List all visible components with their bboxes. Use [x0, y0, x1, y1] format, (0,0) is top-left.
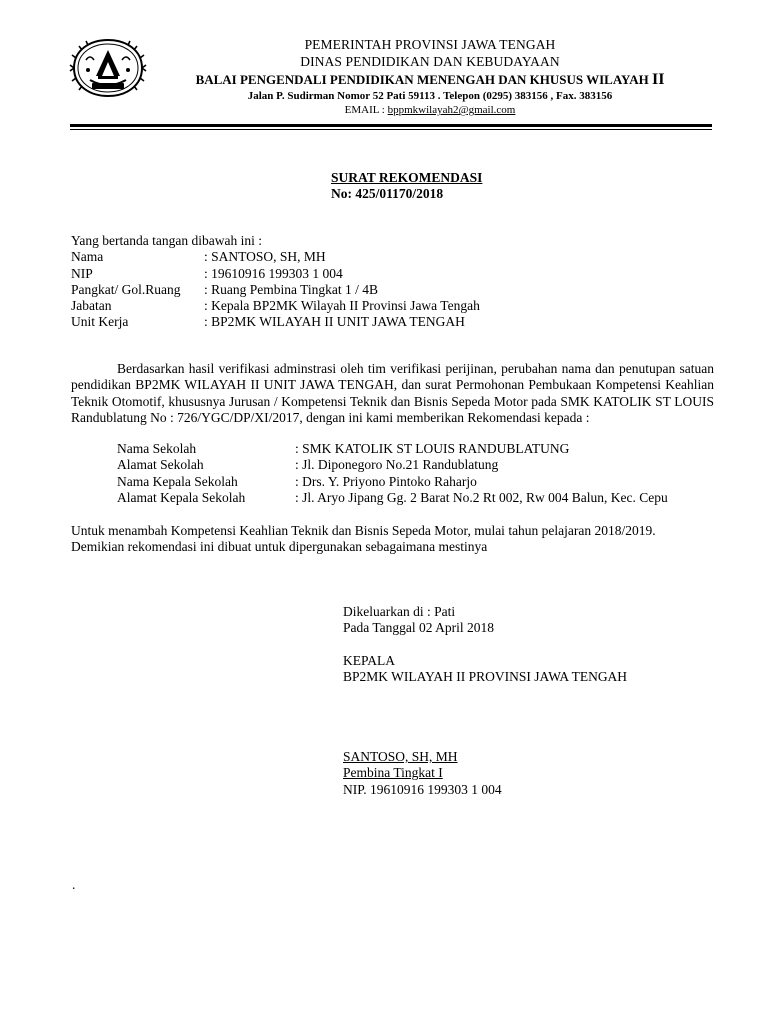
letterhead-address: Jalan P. Sudirman Nomor 52 Pati 59113 . Telepon (0295) 383156 , Fax. 383156 — [247, 90, 613, 102]
signer-name: SANTOSO, SH, MH — [343, 749, 458, 765]
identity-value: : 19610916 199303 1 004 — [204, 265, 343, 281]
issued-place: Dikeluarkan di : Pati — [343, 604, 456, 619]
identity-key: Nama — [71, 249, 104, 265]
identity-value: : Kepala BP2MK Wilayah II Provinsi Jawa Tengah — [204, 298, 480, 314]
school-value: : Drs. Y. Priyono Pintoko Raharjo — [295, 473, 477, 489]
letterhead — [150, 36, 710, 117]
letterhead-office — [150, 70, 710, 89]
letter-title — [331, 170, 482, 202]
letter-number: No: 425/01170/2018 — [331, 186, 444, 201]
trailing-mark: . — [72, 877, 76, 892]
school-value: : Jl. Diponegoro No.21 Randublatung — [295, 457, 499, 473]
signature-space — [343, 685, 627, 749]
jawa-tengah-emblem-icon — [68, 36, 148, 100]
school-key: Nama Sekolah — [117, 441, 197, 456]
school-value: : Jl. Aryo Jipang Gg. 2 Barat No.2 Rt 002, Rw 004 Balun, Kec. Cepu — [295, 489, 668, 505]
identity-value: : BP2MK WILAYAH II UNIT JAWA TENGAH — [204, 314, 465, 330]
signer-rank: Pembina Tingkat I — [343, 765, 443, 781]
signer-office: BP2MK WILAYAH II PROVINSI JAWA TENGAH — [343, 668, 628, 684]
intro-text: Yang bertanda tangan dibawah ini : — [71, 233, 262, 248]
letterhead-rule-thin — [70, 129, 712, 130]
signer-nip: NIP. 19610916 199303 1 004 — [343, 781, 502, 797]
email-link[interactable]: bppmkwilayah2@gmail.com — [387, 104, 516, 116]
letterhead-office-region: II — [651, 71, 665, 88]
letterhead-email-line — [150, 103, 710, 117]
school-key: Alamat Kepala Sekolah — [117, 489, 246, 505]
letterhead-rule-thick — [70, 124, 712, 127]
letter-heading: SURAT REKOMENDASI — [331, 170, 483, 185]
signer-position: KEPALA — [343, 652, 396, 668]
letterhead-government: PEMERINTAH PROVINSI JAWA TENGAH — [304, 37, 556, 52]
school-value: : SMK KATOLIK ST LOUIS RANDUBLATUNG — [295, 441, 570, 456]
identity-key: Unit Kerja — [71, 314, 129, 330]
identity-value: : Ruang Pembina Tingkat 1 / 4B — [204, 281, 379, 297]
identity-value: : SANTOSO, SH, MH — [204, 249, 326, 265]
identity-key: Pangkat/ Gol.Ruang — [71, 281, 181, 297]
closing-statement: Demikian rekomendasi ini dibuat untuk dipergunakan sebagaimana mestinya — [71, 539, 488, 555]
letterhead-department: DINAS PENDIDIKAN DAN KEBUDAYAAN — [300, 54, 560, 69]
school-key: Alamat Sekolah — [117, 457, 204, 473]
closing-paragraphs — [71, 523, 714, 556]
body-paragraph-text: Berdasarkan hasil verifikasi adminstrasi oleh tim verifikasi perijinan, perubahan nama dan penutupan satuan pendidikan BP2MK WILAYAH II UNIT JAWA TENGAH, dan surat Permohonan Pembukaan Kompetensi Keahlian Teknik Otomotif, khususnya Jurusan / Kompetensi Teknik dan Bisnis Sepeda Motor pada SMK KATOLIK ST LOUIS Randublatung No : 726/YGC/DP/XI/2017, dengan ini kami memberikan Rekomendasi kepada : — [71, 361, 714, 425]
identity-key: NIP — [71, 265, 93, 281]
closing-purpose: Untuk menambah Kompetensi Keahlian Teknik dan Bisnis Sepeda Motor, mulai tahun pelajaran 2018/2019. — [71, 523, 656, 538]
email-label: EMAIL : — [344, 104, 385, 116]
spacer — [343, 637, 627, 653]
letterhead-office-name: BALAI PENGENDALI PENDIDIKAN MENENGAH DAN KHUSUS WILAYAH — [195, 72, 649, 87]
signature-block — [343, 604, 627, 798]
school-key: Nama Kepala Sekolah — [117, 473, 238, 489]
body-paragraph — [71, 361, 714, 426]
identity-key: Jabatan — [71, 298, 112, 314]
issued-date: Pada Tanggal 02 April 2018 — [343, 620, 495, 636]
